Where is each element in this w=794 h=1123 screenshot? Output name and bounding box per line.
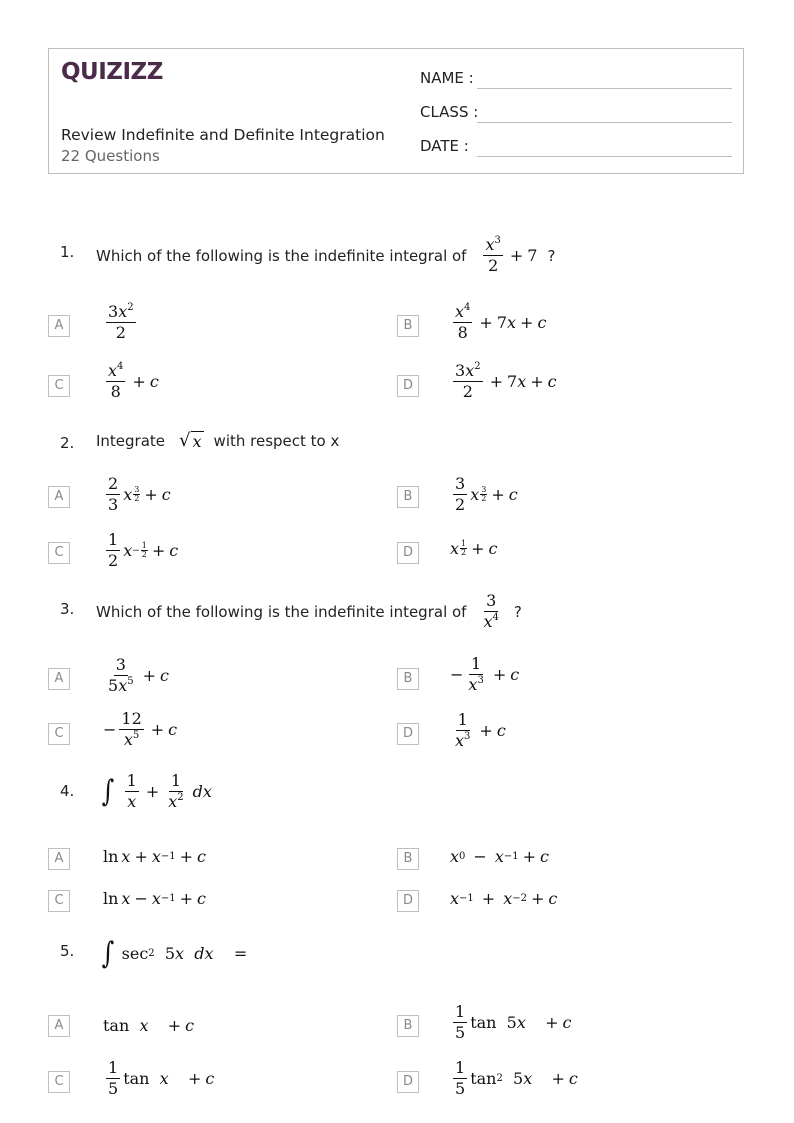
option-answer[interactable]: $\frac{3x^2}{2}$ + 7 x + c [455,361,557,402]
name-field [420,69,474,87]
option-answer[interactable]: − $\frac{12}{x^5}$ + c [103,709,178,750]
option-answer[interactable]: $\frac{x^4}{8}$ + c [108,361,159,402]
option-letter[interactable]: D [397,723,419,745]
question-text [96,236,555,276]
class-field [420,103,478,121]
option-letter[interactable]: D [397,375,419,397]
option-answer[interactable]: ln x + x −1 + c [103,847,207,866]
option-answer[interactable]: $\frac{3}{2}$ x 3 2 + c [455,474,518,515]
option-answer[interactable]: x 1 2 + c [450,539,498,558]
option-answer[interactable]: $\frac{3}{5x^5}$ + c [108,655,169,696]
option-answer[interactable]: ln x − x −1 + c [103,889,207,908]
option-letter[interactable]: A [48,486,70,508]
question-math: √ x [179,430,202,451]
class-line[interactable] [477,122,732,123]
date-line[interactable] [477,156,732,157]
worksheet-title: Review Indefinite and Definite Integration [61,126,385,144]
option-letter[interactable]: C [48,542,70,564]
option-letter[interactable]: B [397,1015,419,1037]
quizizz-logo: QUIZIZZ [61,59,163,85]
option-answer[interactable]: $\frac{3x^2}{2}$ [108,302,134,343]
option-answer[interactable]: $\frac{x^4}{8}$ + 7 x + c [455,302,547,343]
option-letter[interactable]: B [397,315,419,337]
option-letter[interactable]: D [397,1071,419,1093]
question-number: 4. [60,782,75,800]
question-number: 2. [60,434,75,452]
option-answer[interactable]: tan x + c [103,1016,195,1035]
question-prompt: Which of the following is the indefinite integral of [96,602,467,621]
option-answer[interactable]: − $\frac{1}{x^3}$ + c [450,654,520,695]
question-suffix: ? [513,602,522,621]
question-math: ∫ $\frac{1}{x}$ + $\frac{1}{x^2}$ dx [101,771,212,812]
question-suffix: with respect to x [213,431,340,450]
worksheet-header [48,48,744,174]
option-answer[interactable]: $\frac{2}{3}$ x 3 2 + c [108,474,171,515]
option-answer[interactable]: $\frac{1}{2}$ x − $\frac{1}{2}$ + c [108,530,179,571]
option-letter[interactable]: A [48,1015,70,1037]
question-text [100,936,247,971]
option-letter[interactable]: D [397,890,419,912]
question-text [100,772,212,812]
question-math: ∫ sec 2 5 x dx = [101,936,248,971]
option-letter[interactable]: A [48,668,70,690]
option-letter[interactable]: B [397,486,419,508]
date-field [420,137,469,155]
option-answer[interactable]: $\frac{1}{5}$ tan x + c [108,1058,215,1099]
option-letter[interactable]: C [48,723,70,745]
question-number: 1. [60,243,75,261]
question-number: 3. [60,600,75,618]
option-answer[interactable]: x −1 + x −2 + c [450,889,558,908]
option-letter[interactable]: B [397,848,419,870]
question-math: $\frac{x^3}{2}$ + 7 [485,235,538,276]
question-number: 5. [60,942,75,960]
option-answer[interactable]: x 0 − x −1 + c [450,847,549,866]
option-letter[interactable]: A [48,315,70,337]
option-letter[interactable]: D [397,542,419,564]
question-prompt: Which of the following is the indefinite integral of [96,246,467,265]
question-text [96,592,522,632]
option-answer[interactable]: $\frac{1}{x^3}$ + c [455,710,506,751]
option-letter[interactable]: C [48,1071,70,1093]
question-suffix: ? [547,246,556,265]
date-label: DATE : [420,137,469,155]
option-letter[interactable]: C [48,890,70,912]
option-answer[interactable]: $\frac{1}{5}$ tan 5 x + c [455,1002,572,1043]
name-line[interactable] [477,88,732,89]
option-letter[interactable]: A [48,848,70,870]
class-label: CLASS : [420,103,479,121]
question-prompt: Integrate [96,431,166,450]
option-letter[interactable]: B [397,668,419,690]
option-letter[interactable]: C [48,375,70,397]
question-text [96,430,339,451]
option-answer[interactable]: $\frac{1}{5}$ tan 2 5 x + c [455,1058,578,1099]
name-label: NAME : [420,69,474,87]
question-count: 22 Questions [61,147,160,165]
question-math: $\frac{3}{x^4}$ [483,591,499,632]
